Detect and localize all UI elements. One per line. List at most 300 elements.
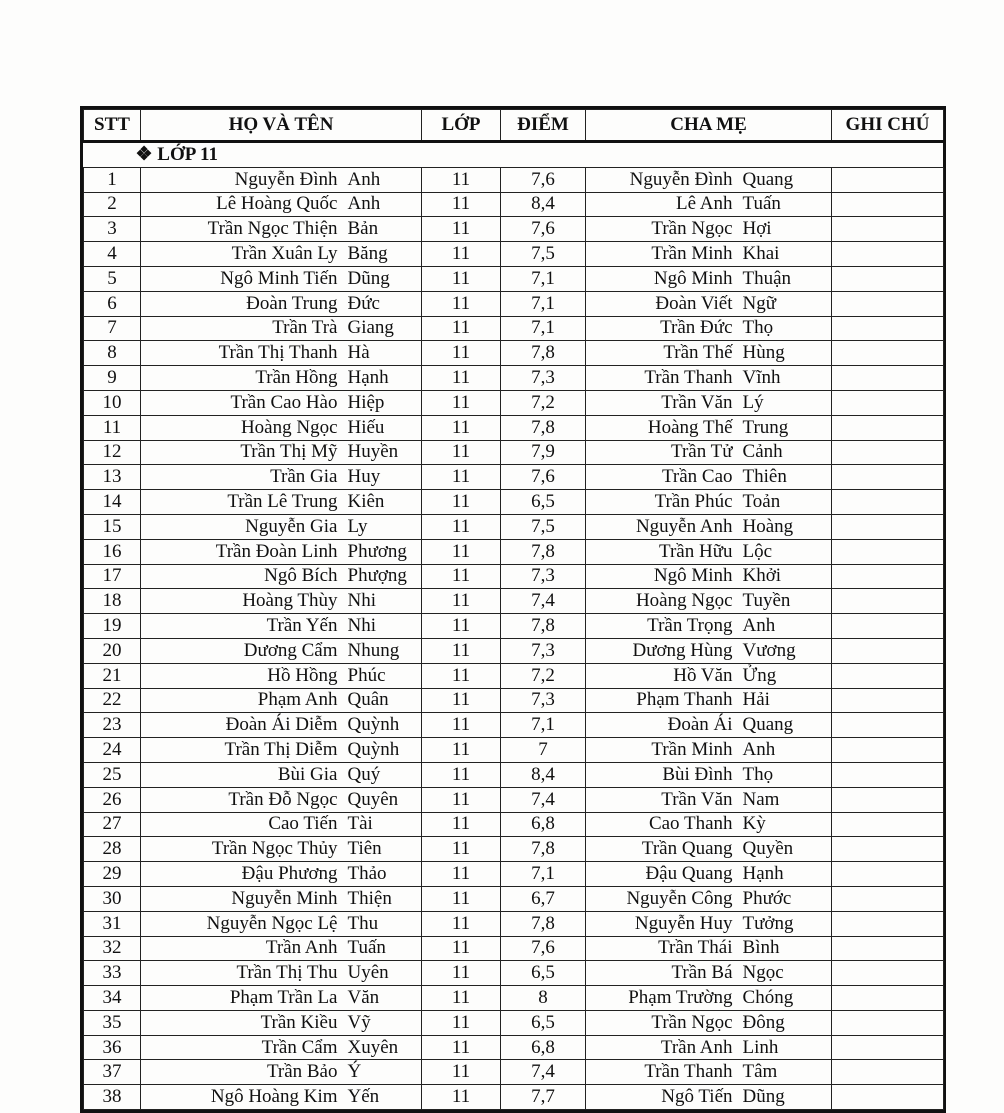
header-ho-ten: HỌ VÀ TÊN [141, 110, 422, 142]
parent-given-name: Bình [741, 936, 832, 961]
table-row [84, 812, 944, 837]
note-cell [832, 465, 944, 490]
student-surname: Lê Hoàng Quốc [141, 192, 344, 217]
student-surname: Trần Cẩm [141, 1035, 344, 1060]
student-given-name: Quyên [344, 787, 422, 812]
student-surname: Phạm Anh [141, 688, 344, 713]
class-cell: 11 [422, 1035, 501, 1060]
student-surname: Trần Yến [141, 614, 344, 639]
parent-given-name: Toản [741, 490, 832, 515]
header-stt: STT [84, 110, 141, 142]
note-cell [832, 291, 944, 316]
student-given-name: Quý [344, 762, 422, 787]
parent-surname: Trần Thái [586, 936, 741, 961]
student-surname: Ngô Minh Tiến [141, 266, 344, 291]
table-header [84, 110, 944, 142]
section-label: ❖ LỚP 11 [84, 142, 944, 168]
student-surname: Bùi Gia [141, 762, 344, 787]
student-surname: Trần Đoàn Linh [141, 539, 344, 564]
table-row [84, 539, 944, 564]
student-given-name: Dũng [344, 266, 422, 291]
table-row [84, 1010, 944, 1035]
class-cell: 11 [422, 1010, 501, 1035]
table-row [84, 886, 944, 911]
stt-cell: 6 [84, 291, 141, 316]
table-row [84, 366, 944, 391]
student-surname: Nguyễn Gia [141, 514, 344, 539]
stt-cell: 7 [84, 316, 141, 341]
note-cell [832, 539, 944, 564]
note-cell [832, 787, 944, 812]
stt-cell: 33 [84, 961, 141, 986]
class-cell: 11 [422, 688, 501, 713]
parent-given-name: Ửng [741, 663, 832, 688]
note-cell [832, 1010, 944, 1035]
note-cell [832, 1035, 944, 1060]
score-cell: 7,8 [501, 614, 586, 639]
stt-cell: 11 [84, 415, 141, 440]
stt-cell: 19 [84, 614, 141, 639]
student-given-name: Phúc [344, 663, 422, 688]
table-row [84, 713, 944, 738]
parent-surname: Trần Văn [586, 787, 741, 812]
score-cell: 7,3 [501, 638, 586, 663]
stt-cell: 21 [84, 663, 141, 688]
score-cell: 7,1 [501, 266, 586, 291]
class-cell: 11 [422, 886, 501, 911]
parent-surname: Bùi Đình [586, 762, 741, 787]
class-cell: 11 [422, 390, 501, 415]
table-row [84, 787, 944, 812]
class-cell: 11 [422, 192, 501, 217]
student-surname: Cao Tiến [141, 812, 344, 837]
header-row [84, 110, 944, 142]
header-cha-me: CHA MẸ [586, 110, 832, 142]
note-cell [832, 316, 944, 341]
parent-surname: Trần Thanh [586, 366, 741, 391]
table-row [84, 961, 944, 986]
table-body [84, 142, 944, 1110]
student-surname: Trần Hồng [141, 366, 344, 391]
note-cell [832, 837, 944, 862]
class-cell: 11 [422, 762, 501, 787]
score-cell: 7,7 [501, 1085, 586, 1110]
note-cell [832, 614, 944, 639]
note-cell [832, 490, 944, 515]
note-cell [832, 812, 944, 837]
parent-surname: Trần Trọng [586, 614, 741, 639]
parent-given-name: Anh [741, 738, 832, 763]
table-row [84, 911, 944, 936]
class-cell: 11 [422, 366, 501, 391]
note-cell [832, 688, 944, 713]
table-row [84, 663, 944, 688]
parent-given-name: Quyền [741, 837, 832, 862]
student-given-name: Tuấn [344, 936, 422, 961]
student-surname: Nguyễn Đình [141, 167, 344, 192]
class-cell: 11 [422, 713, 501, 738]
note-cell [832, 440, 944, 465]
stt-cell: 17 [84, 564, 141, 589]
parent-given-name: Hùng [741, 341, 832, 366]
table-row [84, 167, 944, 192]
score-cell: 7,5 [501, 242, 586, 267]
parent-given-name: Anh [741, 614, 832, 639]
parent-surname: Hồ Văn [586, 663, 741, 688]
student-given-name: Băng [344, 242, 422, 267]
parent-surname: Trần Thế [586, 341, 741, 366]
table-row [84, 986, 944, 1011]
parent-surname: Ngô Tiến [586, 1085, 741, 1110]
parent-surname: Trần Thanh [586, 1060, 741, 1085]
student-given-name: Nhi [344, 589, 422, 614]
table-row [84, 490, 944, 515]
stt-cell: 4 [84, 242, 141, 267]
student-given-name: Thiện [344, 886, 422, 911]
class-cell: 11 [422, 291, 501, 316]
student-given-name: Hiếu [344, 415, 422, 440]
header-ghi-chu: GHI CHÚ [832, 110, 944, 142]
stt-cell: 12 [84, 440, 141, 465]
parent-given-name: Kỳ [741, 812, 832, 837]
parent-given-name: Ngữ [741, 291, 832, 316]
stt-cell: 3 [84, 217, 141, 242]
note-cell [832, 713, 944, 738]
stt-cell: 23 [84, 713, 141, 738]
student-surname: Hoàng Thùy [141, 589, 344, 614]
table-row [84, 1085, 944, 1110]
score-cell: 7,6 [501, 167, 586, 192]
score-cell: 7,1 [501, 316, 586, 341]
score-cell: 8,4 [501, 192, 586, 217]
table-row [84, 217, 944, 242]
table-row [84, 564, 944, 589]
student-given-name: Hiệp [344, 390, 422, 415]
student-given-name: Uyên [344, 961, 422, 986]
parent-given-name: Ngọc [741, 961, 832, 986]
student-surname: Trần Thị Diễm [141, 738, 344, 763]
note-cell [832, 638, 944, 663]
student-surname: Trần Đỗ Ngọc [141, 787, 344, 812]
stt-cell: 18 [84, 589, 141, 614]
class-cell: 11 [422, 490, 501, 515]
score-cell: 7,5 [501, 514, 586, 539]
table-row [84, 242, 944, 267]
student-table-frame [80, 106, 946, 1113]
note-cell [832, 266, 944, 291]
student-surname: Phạm Trần La [141, 986, 344, 1011]
parent-surname: Ngô Minh [586, 564, 741, 589]
student-given-name: Đức [344, 291, 422, 316]
parent-given-name: Quang [741, 713, 832, 738]
score-cell: 7,1 [501, 713, 586, 738]
parent-surname: Trần Anh [586, 1035, 741, 1060]
score-cell: 7,4 [501, 589, 586, 614]
parent-given-name: Chóng [741, 986, 832, 1011]
student-surname: Hoàng Ngọc [141, 415, 344, 440]
student-given-name: Bản [344, 217, 422, 242]
parent-given-name: Thọ [741, 762, 832, 787]
student-given-name: Huy [344, 465, 422, 490]
class-cell: 11 [422, 440, 501, 465]
student-surname: Ngô Bích [141, 564, 344, 589]
score-cell: 7,4 [501, 1060, 586, 1085]
stt-cell: 14 [84, 490, 141, 515]
note-cell [832, 415, 944, 440]
parent-given-name: Trung [741, 415, 832, 440]
parent-given-name: Tâm [741, 1060, 832, 1085]
table-row [84, 192, 944, 217]
stt-cell: 30 [84, 886, 141, 911]
class-cell: 11 [422, 1060, 501, 1085]
score-cell: 6,5 [501, 1010, 586, 1035]
class-cell: 11 [422, 862, 501, 887]
class-cell: 11 [422, 1085, 501, 1110]
stt-cell: 32 [84, 936, 141, 961]
stt-cell: 31 [84, 911, 141, 936]
score-cell: 8 [501, 986, 586, 1011]
score-cell: 6,5 [501, 490, 586, 515]
parent-surname: Nguyễn Huy [586, 911, 741, 936]
parent-surname: Trần Phúc [586, 490, 741, 515]
header-diem: ĐIỂM [501, 110, 586, 142]
note-cell [832, 564, 944, 589]
stt-cell: 28 [84, 837, 141, 862]
table-row [84, 266, 944, 291]
class-cell: 11 [422, 539, 501, 564]
parent-given-name: Vương [741, 638, 832, 663]
class-cell: 11 [422, 564, 501, 589]
parent-given-name: Tưởng [741, 911, 832, 936]
parent-given-name: Hợi [741, 217, 832, 242]
student-surname: Trần Ngọc Thiện [141, 217, 344, 242]
student-surname: Đoàn Ái Diễm [141, 713, 344, 738]
student-surname: Trần Anh [141, 936, 344, 961]
student-surname: Trần Lê Trung [141, 490, 344, 515]
parent-given-name: Tuyền [741, 589, 832, 614]
student-surname: Đoàn Trung [141, 291, 344, 316]
parent-given-name: Hạnh [741, 862, 832, 887]
score-cell: 7 [501, 738, 586, 763]
note-cell [832, 341, 944, 366]
score-cell: 7,8 [501, 415, 586, 440]
class-cell: 11 [422, 514, 501, 539]
parent-surname: Nguyễn Công [586, 886, 741, 911]
note-cell [832, 589, 944, 614]
score-cell: 6,8 [501, 1035, 586, 1060]
class-cell: 11 [422, 589, 501, 614]
student-given-name: Anh [344, 167, 422, 192]
note-cell [832, 1060, 944, 1085]
parent-surname: Đoàn Viết [586, 291, 741, 316]
class-cell: 11 [422, 738, 501, 763]
table-row [84, 614, 944, 639]
student-given-name: Văn [344, 986, 422, 1011]
note-cell [832, 192, 944, 217]
class-cell: 11 [422, 638, 501, 663]
note-cell [832, 242, 944, 267]
parent-given-name: Vĩnh [741, 366, 832, 391]
parent-given-name: Phước [741, 886, 832, 911]
student-given-name: Giang [344, 316, 422, 341]
note-cell [832, 366, 944, 391]
table-row [84, 738, 944, 763]
score-cell: 7,8 [501, 539, 586, 564]
parent-given-name: Lộc [741, 539, 832, 564]
note-cell [832, 961, 944, 986]
parent-surname: Phạm Thanh [586, 688, 741, 713]
score-cell: 7,3 [501, 564, 586, 589]
table-row [84, 465, 944, 490]
class-cell: 11 [422, 242, 501, 267]
student-surname: Ngô Hoàng Kim [141, 1085, 344, 1110]
parent-surname: Trần Minh [586, 242, 741, 267]
student-given-name: Xuyên [344, 1035, 422, 1060]
student-surname: Trần Thị Mỹ [141, 440, 344, 465]
note-cell [832, 167, 944, 192]
class-cell: 11 [422, 316, 501, 341]
score-cell: 7,9 [501, 440, 586, 465]
student-given-name: Tài [344, 812, 422, 837]
header-lop: LỚP [422, 110, 501, 142]
table-row [84, 862, 944, 887]
stt-cell: 24 [84, 738, 141, 763]
class-cell: 11 [422, 911, 501, 936]
table-row [84, 514, 944, 539]
parent-surname: Nguyễn Đình [586, 167, 741, 192]
parent-surname: Trần Hữu [586, 539, 741, 564]
parent-given-name: Cảnh [741, 440, 832, 465]
parent-surname: Trần Ngọc [586, 217, 741, 242]
student-given-name: Hạnh [344, 366, 422, 391]
parent-surname: Đoàn Ái [586, 713, 741, 738]
class-cell: 11 [422, 986, 501, 1011]
table-row [84, 291, 944, 316]
student-given-name: Ly [344, 514, 422, 539]
student-given-name: Tiên [344, 837, 422, 862]
student-given-name: Quỳnh [344, 738, 422, 763]
parent-given-name: Hoàng [741, 514, 832, 539]
note-cell [832, 514, 944, 539]
table-row [84, 936, 944, 961]
parent-given-name: Lý [741, 390, 832, 415]
table-row [84, 638, 944, 663]
table-row [84, 415, 944, 440]
score-cell: 7,8 [501, 837, 586, 862]
note-cell [832, 986, 944, 1011]
parent-surname: Nguyễn Anh [586, 514, 741, 539]
student-surname: Trần Xuân Ly [141, 242, 344, 267]
parent-surname: Trần Đức [586, 316, 741, 341]
class-cell: 11 [422, 217, 501, 242]
note-cell [832, 936, 944, 961]
parent-given-name: Nam [741, 787, 832, 812]
note-cell [832, 911, 944, 936]
score-cell: 7,6 [501, 936, 586, 961]
class-cell: 11 [422, 812, 501, 837]
student-given-name: Phượng [344, 564, 422, 589]
class-cell: 11 [422, 341, 501, 366]
class-cell: 11 [422, 415, 501, 440]
table-row [84, 688, 944, 713]
student-surname: Trần Thị Thu [141, 961, 344, 986]
table-row [84, 837, 944, 862]
note-cell [832, 886, 944, 911]
stt-cell: 8 [84, 341, 141, 366]
student-given-name: Thu [344, 911, 422, 936]
table-row [84, 1035, 944, 1060]
stt-cell: 37 [84, 1060, 141, 1085]
table-row [84, 316, 944, 341]
parent-given-name: Thọ [741, 316, 832, 341]
parent-surname: Đậu Quang [586, 862, 741, 887]
parent-given-name: Quang [741, 167, 832, 192]
student-surname: Dương Cẩm [141, 638, 344, 663]
parent-surname: Trần Minh [586, 738, 741, 763]
parent-surname: Hoàng Thế [586, 415, 741, 440]
note-cell [832, 217, 944, 242]
student-table [83, 109, 944, 1110]
stt-cell: 22 [84, 688, 141, 713]
table-row [84, 762, 944, 787]
parent-given-name: Khởi [741, 564, 832, 589]
student-given-name: Nhi [344, 614, 422, 639]
class-cell: 11 [422, 787, 501, 812]
section-row [84, 142, 944, 168]
table-row [84, 440, 944, 465]
parent-given-name: Thuận [741, 266, 832, 291]
student-given-name: Huyền [344, 440, 422, 465]
class-cell: 11 [422, 266, 501, 291]
stt-cell: 34 [84, 986, 141, 1011]
student-surname: Trần Kiều [141, 1010, 344, 1035]
student-given-name: Quân [344, 688, 422, 713]
class-cell: 11 [422, 465, 501, 490]
parent-given-name: Đông [741, 1010, 832, 1035]
stt-cell: 25 [84, 762, 141, 787]
parent-surname: Trần Bá [586, 961, 741, 986]
score-cell: 6,8 [501, 812, 586, 837]
parent-surname: Trần Quang [586, 837, 741, 862]
stt-cell: 10 [84, 390, 141, 415]
note-cell [832, 862, 944, 887]
stt-cell: 15 [84, 514, 141, 539]
student-given-name: Ý [344, 1060, 422, 1085]
stt-cell: 36 [84, 1035, 141, 1060]
parent-surname: Dương Hùng [586, 638, 741, 663]
score-cell: 7,4 [501, 787, 586, 812]
stt-cell: 9 [84, 366, 141, 391]
stt-cell: 26 [84, 787, 141, 812]
student-given-name: Phương [344, 539, 422, 564]
student-given-name: Kiên [344, 490, 422, 515]
parent-surname: Lê Anh [586, 192, 741, 217]
stt-cell: 27 [84, 812, 141, 837]
student-given-name: Vỹ [344, 1010, 422, 1035]
parent-surname: Trần Ngọc [586, 1010, 741, 1035]
class-cell: 11 [422, 936, 501, 961]
score-cell: 7,1 [501, 291, 586, 316]
student-surname: Trần Cao Hào [141, 390, 344, 415]
score-cell: 7,2 [501, 663, 586, 688]
class-cell: 11 [422, 167, 501, 192]
student-given-name: Nhung [344, 638, 422, 663]
parent-given-name: Tuấn [741, 192, 832, 217]
student-given-name: Yến [344, 1085, 422, 1110]
student-given-name: Thảo [344, 862, 422, 887]
stt-cell: 29 [84, 862, 141, 887]
parent-given-name: Hải [741, 688, 832, 713]
